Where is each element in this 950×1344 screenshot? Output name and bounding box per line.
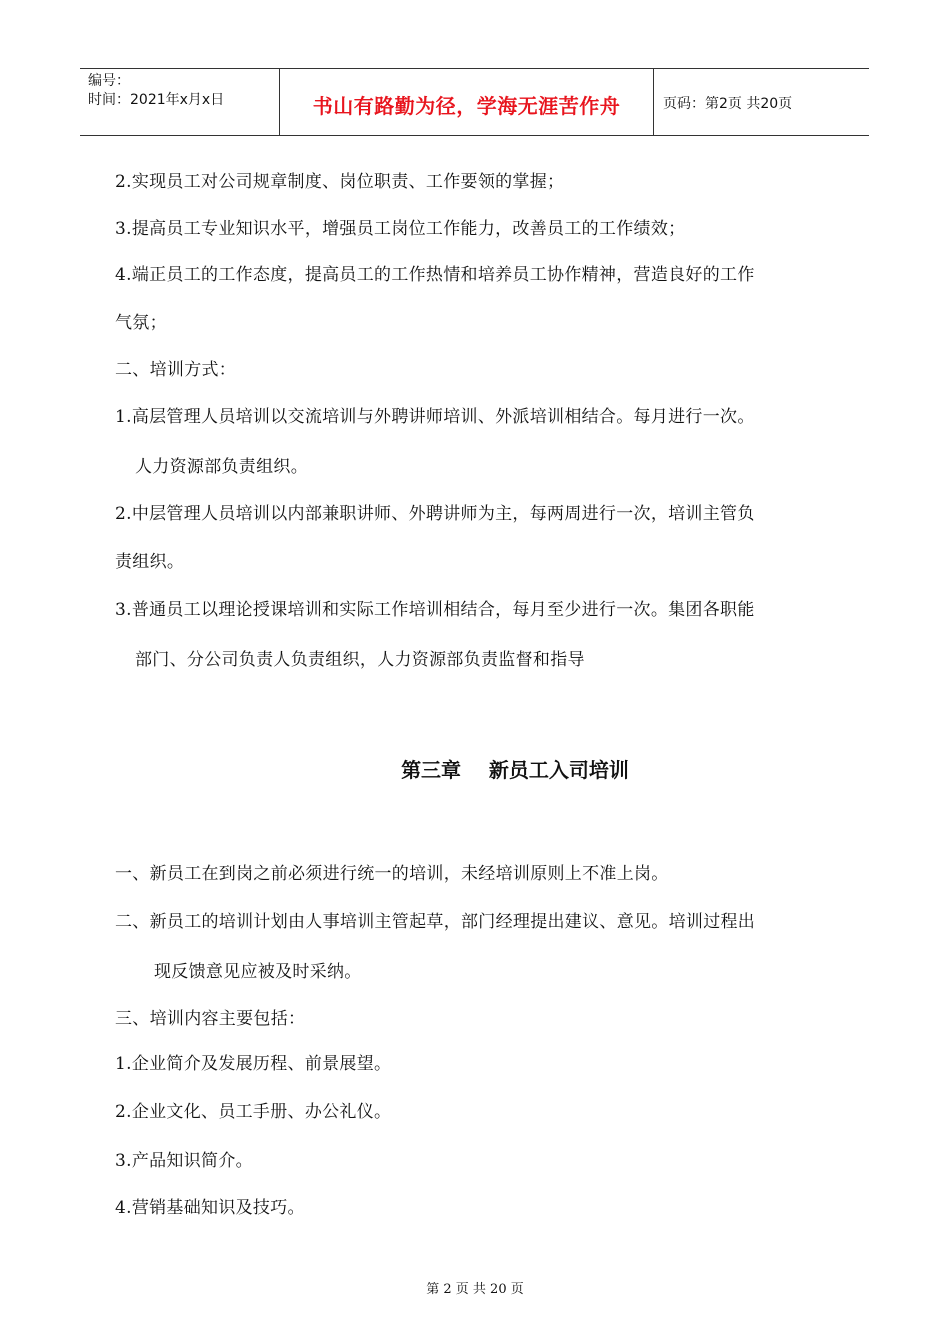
- paragraph: 2.中层管理人员培训以内部兼职讲师、外聘讲师为主，每两周进行一次，培训主管负: [115, 504, 755, 524]
- section-heading: 三、培训内容主要包括：: [115, 1009, 306, 1029]
- list-item: 1.企业简介及发展历程、前景展望。: [115, 1054, 392, 1074]
- paragraph: 2.实现员工对公司规章制度、岗位职责、工作要领的掌握；: [115, 172, 565, 192]
- paragraph: 3.普通员工以理论授课培训和实际工作培训相结合，每月至少进行一次。集团各职能: [115, 600, 755, 620]
- chapter-title: 第三章 新员工入司培训: [401, 758, 629, 782]
- list-item: 2.企业文化、员工手册、办公礼仪。: [115, 1102, 392, 1122]
- paragraph: 4.端正员工的工作态度，提高员工的工作热情和培养员工协作精神，营造良好的工作: [115, 265, 755, 285]
- doc-number-label: 编号：: [88, 73, 130, 89]
- paragraph-continuation: 气氛；: [115, 313, 167, 333]
- header-page-info: 页码：第2页 共20页: [663, 96, 793, 112]
- page-header: [80, 68, 869, 136]
- paragraph: 二、新员工的培训计划由人事培训主管起草，部门经理提出建议、意见。培训过程出: [115, 912, 756, 932]
- page-footer: 第 2 页 共 20 页: [426, 1282, 524, 1297]
- list-item: 4.营销基础知识及技巧。: [115, 1198, 305, 1218]
- paragraph: 一、新员工在到岗之前必须进行统一的培训，未经培训原则上不准上岗。: [115, 864, 669, 884]
- paragraph-continuation: 人力资源部负责组织。: [135, 457, 308, 477]
- section-heading: 二、培训方式：: [115, 360, 237, 380]
- paragraph-continuation: 责组织。: [115, 552, 185, 572]
- header-meta: [80, 69, 280, 135]
- header-motto: 书山有路勤为径，学海无涯苦作舟: [280, 69, 654, 135]
- doc-time-label: 时间：2021年x月x日: [88, 92, 225, 108]
- paragraph-continuation: 部门、分公司负责人负责组织，人力资源部负责监督和指导: [135, 650, 585, 670]
- paragraph: 1.高层管理人员培训以交流培训与外聘讲师培训、外派培训相结合。每月进行一次。: [115, 407, 755, 427]
- list-item: 3.产品知识简介。: [115, 1151, 253, 1171]
- paragraph-continuation: 现反馈意见应被及时采纳。: [154, 962, 362, 982]
- paragraph: 3.提高员工专业知识水平，增强员工岗位工作能力，改善员工的工作绩效；: [115, 219, 686, 239]
